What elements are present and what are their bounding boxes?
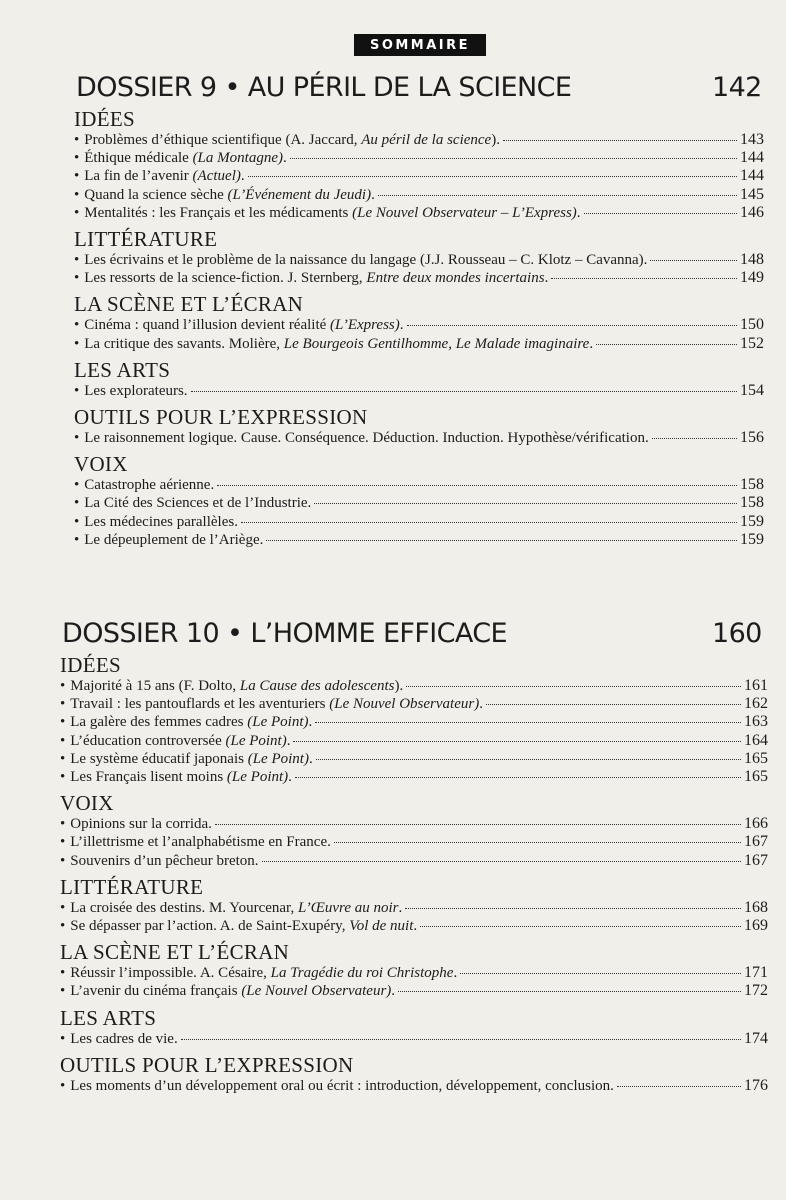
entry-label: Opinions sur la corrida.: [70, 816, 212, 833]
entry-source: (Le Nouvel Observateur – L’Express): [352, 204, 577, 221]
dot-leader: [314, 503, 737, 504]
entry-label: Les cadres de vie.: [70, 1030, 178, 1047]
dot-leader: [378, 195, 737, 196]
dot-leader: [503, 140, 737, 141]
entry-page-number: 156: [740, 429, 764, 447]
section-title: LITTÉRATURE: [74, 227, 218, 252]
entry-source: La Cause des adolescents: [239, 678, 395, 694]
entry-label: Les explorateurs.: [84, 382, 188, 399]
dot-leader: [191, 391, 737, 392]
entry-tail: .: [308, 750, 313, 767]
toc-entry: [74, 204, 764, 222]
entry-source: (Le Point): [247, 750, 309, 767]
section-title: LES ARTS: [60, 1005, 157, 1030]
entry-label: La critique des savants. Molière,: [84, 335, 284, 352]
entry-text: [74, 132, 500, 149]
dot-leader: [486, 704, 741, 705]
entry-page-number: 168: [744, 898, 768, 916]
dot-leader: [460, 973, 741, 974]
entry-page-number: 144: [740, 167, 764, 185]
entry-text: [74, 317, 404, 334]
entry-tail: .: [398, 899, 403, 916]
dot-leader: [217, 485, 737, 486]
bullet-icon: •: [60, 852, 66, 869]
entry-source: (L’Express): [330, 317, 400, 334]
entry-text: [60, 751, 313, 768]
toc-entry: [60, 917, 768, 935]
entry-tail: ).: [394, 678, 404, 694]
entry-label: Les écrivains et le problème de la naissance du langage (J.J. Rousseau – C. Klotz – Cavanna).: [84, 252, 648, 269]
entry-page-number: 158: [740, 494, 764, 512]
dot-leader: [420, 926, 741, 927]
bullet-icon: •: [74, 495, 80, 512]
entry-label: Catastrophe aérienne.: [84, 477, 215, 494]
bullet-icon: •: [74, 150, 80, 167]
entry-tail: .: [308, 714, 313, 731]
entry-source: (La Montagne): [192, 150, 283, 167]
dot-leader: [617, 1086, 741, 1087]
bullet-icon: •: [74, 270, 80, 287]
entry-source: L’Œuvre au noir: [297, 899, 399, 916]
entry-text: [60, 678, 403, 695]
entry-text: [60, 1078, 614, 1095]
toc-entry: [60, 713, 768, 731]
entry-text: [60, 714, 312, 731]
bullet-icon: •: [60, 899, 66, 916]
toc-entry: [60, 750, 768, 768]
toc-entry: [74, 531, 764, 549]
dot-leader: [181, 1039, 741, 1040]
dossier-page-number: 160: [712, 618, 762, 649]
toc-entry: [60, 964, 768, 982]
entry-tail: .: [286, 732, 291, 749]
entry-text: [60, 834, 331, 851]
entry-label: Se dépasser par l’action. A. de Saint-Exupéry,: [70, 918, 350, 935]
toc-entry: [74, 149, 764, 167]
bullet-icon: •: [60, 983, 66, 1000]
section-title: IDÉES: [60, 653, 121, 677]
dot-leader: [584, 213, 737, 214]
entry-text: [74, 270, 548, 287]
entry-tail: .: [479, 696, 483, 713]
section-title: VOIX: [60, 791, 114, 816]
toc-entry: [60, 982, 768, 1000]
dossier-sections: [60, 648, 768, 1095]
bullet-icon: •: [60, 732, 66, 749]
entry-text: [60, 918, 417, 935]
dot-leader: [650, 260, 737, 261]
bullet-icon: •: [60, 965, 66, 982]
toc-entry: [74, 513, 764, 531]
entry-text: [74, 383, 188, 400]
entry-label: Les ressorts de la science-fiction. J. Sternberg,: [84, 270, 367, 287]
entry-text: [74, 336, 593, 353]
entry-label: La galère des femmes cadres: [70, 714, 248, 731]
bullet-icon: •: [74, 531, 80, 548]
toc-entry: [74, 494, 764, 512]
entry-label: Réussir l’impossible. A. Césaire,: [70, 965, 271, 982]
entry-label: Mentalités : les Français et les médicaments: [84, 204, 353, 221]
dot-leader: [334, 842, 741, 843]
entry-page-number: 146: [740, 203, 764, 221]
entry-text: [74, 514, 238, 531]
entry-page-number: 165: [744, 768, 768, 786]
entry-source: Vol de nuit: [349, 918, 414, 935]
entry-label: Travail : les pantouflards et les aventuriers: [70, 696, 330, 713]
section-title: LITTÉRATURE: [60, 874, 204, 899]
dossier-9: [0, 72, 786, 548]
entry-tail: .: [371, 186, 375, 203]
toc-entry: [60, 677, 768, 695]
entry-page-number: 145: [740, 185, 764, 203]
entry-text: [60, 983, 395, 1000]
entry-label: Quand la science sèche: [84, 186, 228, 203]
bullet-icon: •: [60, 1077, 66, 1094]
entry-text: [60, 816, 212, 833]
bullet-icon: •: [60, 696, 66, 713]
toc-entry: [60, 833, 768, 851]
entry-label: Souvenirs d’un pêcheur breton.: [70, 852, 259, 869]
entry-source: (Le Point): [226, 769, 289, 786]
entry-tail: .: [288, 769, 292, 786]
entry-label: La croisée des destins. M. Yourcenar,: [70, 899, 298, 916]
entry-label: L’illettrisme et l’analphabétisme en France.: [70, 834, 331, 851]
entry-source: La Tragédie du roi Christophe: [270, 965, 454, 982]
bullet-icon: •: [74, 382, 80, 399]
entry-label: Les Français lisent moins: [70, 769, 227, 786]
bullet-icon: •: [74, 513, 80, 530]
entry-tail: .: [240, 168, 245, 185]
entry-source: Le Bourgeois Gentilhomme, Le Malade imaginaire: [283, 335, 590, 352]
dot-leader: [316, 759, 741, 760]
entry-page-number: 172: [744, 982, 768, 1000]
section-title: VOIX: [74, 452, 128, 477]
entry-source: Au péril de la science: [361, 132, 492, 148]
toc-entry: [74, 131, 764, 149]
toc-entry: [74, 167, 764, 185]
entry-page-number: 159: [740, 530, 764, 548]
bullet-icon: •: [60, 714, 66, 731]
entry-page-number: 159: [740, 512, 764, 530]
entry-label: Les moments d’un développement oral ou écrit : introduction, développement, conclusion.: [70, 1077, 614, 1094]
toc-entry: [74, 269, 764, 287]
entry-page-number: 143: [740, 131, 764, 148]
entry-text: [74, 187, 375, 204]
bullet-icon: •: [74, 317, 80, 334]
entry-text: [74, 477, 214, 494]
toc-entry: [74, 186, 764, 204]
toc-entry: [60, 1030, 768, 1048]
entry-page-number: 167: [744, 851, 768, 869]
entry-label: Le raisonnement logique. Cause. Conséquence. Déduction. Induction. Hypothèse/vérification.: [84, 430, 649, 447]
entry-page-number: 149: [740, 269, 764, 287]
entry-label: La Cité des Sciences et de l’Industrie.: [84, 495, 312, 512]
entry-source: (L’Événement du Jeudi): [227, 186, 372, 203]
entry-tail: .: [413, 918, 418, 935]
entry-page-number: 176: [744, 1076, 768, 1094]
entry-text: [74, 532, 263, 549]
dot-leader: [248, 176, 737, 177]
dot-leader: [295, 777, 741, 778]
section-title: LES ARTS: [74, 357, 171, 382]
entry-text: [60, 733, 290, 750]
entry-label: Le dépeuplement de l’Ariège.: [84, 531, 264, 548]
toc-entry: [74, 429, 764, 447]
dot-leader: [652, 438, 737, 439]
dot-leader: [266, 540, 737, 541]
dot-leader: [405, 908, 741, 909]
entry-label: Les médecines parallèles.: [84, 513, 238, 530]
entry-tail: .: [391, 983, 396, 1000]
toc-entry: [74, 316, 764, 334]
dot-leader: [596, 344, 737, 345]
bullet-icon: •: [74, 430, 80, 447]
entry-page-number: 163: [744, 713, 768, 731]
entry-text: [74, 495, 311, 512]
entry-text: [60, 853, 259, 870]
entry-tail: .: [399, 317, 404, 334]
dot-leader: [290, 158, 737, 159]
section-title: LA SCÈNE ET L’ÉCRAN: [74, 292, 304, 317]
entry-label: La fin de l’avenir: [84, 168, 193, 185]
entry-source: (Le Point): [225, 732, 287, 749]
dot-leader: [215, 824, 741, 825]
entry-page-number: 174: [744, 1029, 768, 1047]
dot-leader: [262, 861, 741, 862]
entry-page-number: 164: [744, 731, 768, 749]
section-title: LA SCÈNE ET L’ÉCRAN: [60, 940, 290, 965]
section-title: OUTILS POUR L’EXPRESSION: [74, 405, 368, 430]
bullet-icon: •: [60, 678, 66, 694]
toc-entry: [60, 899, 768, 917]
bullet-icon: •: [74, 132, 80, 148]
entry-text: [74, 252, 647, 269]
entry-text: [74, 205, 581, 222]
bullet-icon: •: [60, 1030, 66, 1047]
entry-page-number: 171: [744, 964, 768, 982]
entry-label: Majorité à 15 ans (F. Dolto,: [70, 678, 240, 694]
entry-page-number: 166: [744, 815, 768, 833]
toc-entry: [74, 382, 764, 400]
toc-entry: [60, 768, 768, 786]
entry-tail: .: [576, 204, 581, 221]
entry-page-number: 150: [740, 316, 764, 334]
entry-page-number: 144: [740, 149, 764, 167]
toc-entry: [74, 251, 764, 269]
dot-leader: [293, 741, 741, 742]
entry-label: L’éducation controversée: [70, 732, 226, 749]
entry-page-number: 161: [744, 677, 768, 694]
entry-source: (Le Point): [247, 714, 309, 731]
entry-tail: .: [544, 270, 549, 287]
bullet-icon: •: [60, 834, 66, 851]
bullet-icon: •: [74, 335, 80, 352]
toc-entry: [60, 852, 768, 870]
entry-tail: .: [589, 335, 594, 352]
toc-entry: [60, 1077, 768, 1095]
entry-page-number: 169: [744, 917, 768, 935]
entry-tail: .: [282, 150, 287, 167]
dot-leader: [398, 991, 741, 992]
dot-leader: [241, 522, 737, 523]
bullet-icon: •: [60, 816, 66, 833]
bullet-icon: •: [74, 477, 80, 494]
bullet-icon: •: [74, 252, 80, 269]
entry-tail: ).: [491, 132, 500, 148]
bullet-icon: •: [74, 204, 80, 221]
toc-entry: [60, 695, 768, 713]
entry-text: [60, 900, 402, 917]
entry-source: (Actuel): [192, 168, 241, 185]
entry-page-number: 165: [744, 749, 768, 767]
bullet-icon: •: [60, 750, 66, 767]
sommaire-badge: SOMMAIRE: [354, 34, 486, 56]
section-title: IDÉES: [74, 107, 135, 131]
dot-leader: [406, 686, 741, 687]
entry-label: Problèmes d’éthique scientifique (A. Jaccard,: [84, 132, 362, 148]
toc-entry: [74, 335, 764, 353]
toc-entry: [74, 476, 764, 494]
bullet-icon: •: [60, 918, 66, 935]
entry-page-number: 158: [740, 476, 764, 494]
entry-text: [60, 769, 292, 786]
entry-source: Entre deux mondes incertains: [366, 270, 545, 287]
bullet-icon: •: [74, 186, 80, 203]
entry-text: [74, 150, 287, 167]
entry-page-number: 167: [744, 833, 768, 851]
dossier-title: DOSSIER 10 • L’HOMME EFFICACE: [62, 618, 507, 649]
dot-leader: [315, 722, 741, 723]
entry-label: Le système éducatif japonais: [70, 750, 248, 767]
dossier-page-number: 142: [712, 72, 762, 103]
dot-leader: [407, 325, 737, 326]
dossier-sections: [74, 102, 764, 549]
bullet-icon: •: [74, 168, 80, 185]
bullet-icon: •: [60, 769, 66, 786]
entry-label: Cinéma : quand l’illusion devient réalité: [84, 317, 331, 334]
entry-text: [60, 1031, 178, 1048]
entry-source: (Le Nouvel Observateur): [241, 983, 392, 1000]
entry-page-number: 152: [740, 334, 764, 352]
section-title: OUTILS POUR L’EXPRESSION: [60, 1052, 354, 1077]
entry-tail: .: [453, 965, 458, 982]
dossier-10: [0, 618, 786, 1094]
entry-text: [74, 168, 245, 185]
entry-text: [74, 430, 649, 447]
toc-entry: [60, 815, 768, 833]
entry-text: [60, 965, 457, 982]
entry-label: L’avenir du cinéma français: [70, 983, 242, 1000]
entry-page-number: 162: [744, 695, 768, 713]
entry-text: [60, 696, 483, 713]
entry-page-number: 154: [740, 381, 764, 399]
entry-source: (Le Nouvel Observateur): [329, 696, 480, 713]
dossier-title: DOSSIER 9 • AU PÉRIL DE LA SCIENCE: [76, 72, 572, 103]
dot-leader: [551, 278, 737, 279]
toc-entry: [60, 732, 768, 750]
entry-page-number: 148: [740, 251, 764, 269]
entry-label: Éthique médicale: [84, 150, 193, 167]
